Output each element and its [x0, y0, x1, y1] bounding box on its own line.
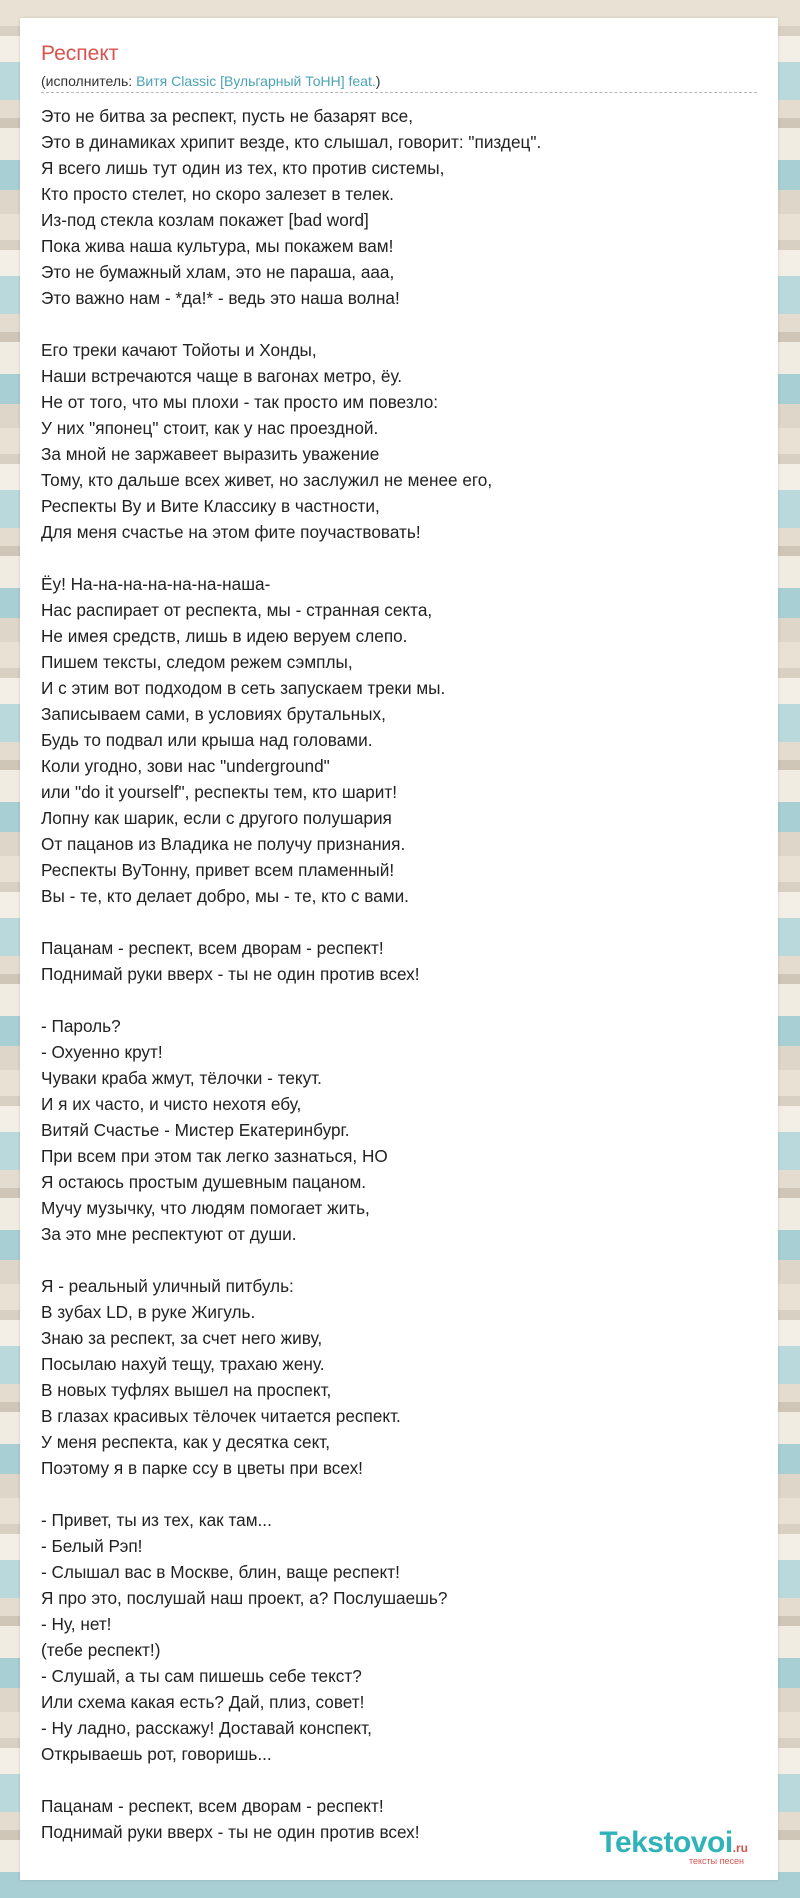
lyrics-stanza — [41, 935, 761, 987]
lyric-line: Коли угодно, зови нас "underground" — [41, 756, 330, 776]
lyric-line: Это не бумажный хлам, это не параша, ааа, — [41, 262, 395, 282]
logo-main: Tekstovoi — [599, 1826, 733, 1859]
lyric-line: Пацанам - респект, всем дворам - респект! — [41, 1796, 384, 1816]
lyric-line: Или схема какая есть? Дай, плиз, совет! — [41, 1692, 365, 1712]
lyric-line: Лопну как шарик, если с другого полушария — [41, 808, 392, 828]
lyrics-stanza — [41, 1273, 761, 1481]
lyric-line: Я про это, послушай наш проект, а? Послушаешь? — [41, 1588, 448, 1608]
lyric-line: (тебе респект!) — [41, 1640, 161, 1660]
lyric-line: Наши встречаются чаще в вагонах метро, ёу. — [41, 366, 403, 386]
lyric-line: Записываем сами, в условиях брутальных, — [41, 704, 386, 724]
logo-domain: .ru — [732, 1841, 748, 1855]
lyric-line: При всем при этом так легко зазнаться, НО — [41, 1146, 388, 1166]
lyric-line: Это не битва за респект, пусть не базарят все, — [41, 106, 413, 126]
logo-tagline: тексты песен — [688, 1856, 744, 1866]
artist-prefix: (исполнитель: — [41, 73, 137, 89]
lyric-line: Витяй Счастье - Мистер Екатеринбург. — [41, 1120, 350, 1140]
lyric-line: Поднимай руки вверх - ты не один против всех! — [41, 1822, 420, 1842]
lyric-line: - Ну ладно, расскажу! Доставай конспект, — [41, 1718, 372, 1738]
lyric-line: Пацанам - респект, всем дворам - респект! — [41, 938, 384, 958]
lyric-line: - Охуенно крут! — [41, 1042, 163, 1062]
lyrics-stanza — [41, 337, 761, 545]
lyric-line: Я остаюсь простым душевным пацаном. — [41, 1172, 367, 1192]
lyric-line: Поэтому я в парке ссу в цветы при всех! — [41, 1458, 363, 1478]
lyric-line: У меня респекта, как у десятка сект, — [41, 1432, 331, 1452]
lyric-line: Пока жива наша культура, мы покажем вам! — [41, 236, 394, 256]
lyric-line: - Привет, ты из тех, как там... — [41, 1510, 272, 1530]
lyric-line: Ёу! На-на-на-на-на-на-наша- — [41, 574, 271, 594]
lyric-line: От пацанов из Владика не получу признания. — [41, 834, 406, 854]
lyrics-stanza — [41, 1013, 761, 1247]
lyric-line: За мной не заржавеет выразить уважение — [41, 444, 380, 464]
lyric-line: Я - реальный уличный питбуль: — [41, 1276, 294, 1296]
lyric-line: Знаю за респект, за счет него живу, — [41, 1328, 323, 1348]
lyric-line: Открываешь рот, говоришь... — [41, 1744, 272, 1764]
lyric-line: или "do it yourself", респекты тем, кто шарит! — [41, 782, 397, 802]
site-logo[interactable] — [599, 1826, 748, 1866]
lyric-line: Это в динамиках хрипит везде, кто слышал, говорит: "пиздец". — [41, 132, 542, 152]
lyrics-stanza — [41, 1507, 761, 1767]
lyrics-card — [20, 18, 778, 1880]
lyric-line: - Слышал вас в Москве, блин, ваще респект! — [41, 1562, 400, 1582]
lyric-line: Респекты Ву и Вите Классику в частности, — [41, 496, 380, 516]
lyric-line: Респекты ВуТонну, привет всем пламенный! — [41, 860, 395, 880]
lyric-line: Его треки качают Тойоты и Хонды, — [41, 340, 317, 360]
lyric-line: За это мне респектуют от души. — [41, 1224, 297, 1244]
lyric-line: - Ну, нет! — [41, 1614, 112, 1634]
lyric-line: Из-под стекла козлам покажет [bad word] — [41, 210, 369, 230]
lyric-line: Будь то подвал или крыша над головами. — [41, 730, 373, 750]
lyric-line: В новых туфлях вышел на проспект, — [41, 1380, 332, 1400]
lyric-line: Кто просто стелет, но скоро залезет в телек. — [41, 184, 394, 204]
lyric-line: Пишем тексты, следом режем сэмплы, — [41, 652, 353, 672]
lyrics-stanza — [41, 571, 761, 909]
artist-line — [41, 73, 757, 93]
lyric-line: - Слушай, а ты сам пишешь себе текст? — [41, 1666, 362, 1686]
lyric-line: - Пароль? — [41, 1016, 121, 1036]
song-title: Респект — [41, 42, 119, 65]
lyric-line: - Белый Рэп! — [41, 1536, 143, 1556]
lyric-line: Не от того, что мы плохи - так просто им повезло: — [41, 392, 439, 412]
lyric-line: Мучу музычку, что людям помогает жить, — [41, 1198, 370, 1218]
lyric-line: Чуваки краба жмут, тёлочки - текут. — [41, 1068, 322, 1088]
lyric-line: В зубах LD, в руке Жигуль. — [41, 1302, 256, 1322]
artist-link[interactable]: Витя Classic [Вульгарный ТоНН] feat. — [136, 73, 376, 89]
lyric-line: И я их часто, и чисто нехотя ебу, — [41, 1094, 302, 1114]
lyric-line: Это важно нам - *да!* - ведь это наша волна! — [41, 288, 400, 308]
lyric-line: Вы - те, кто делает добро, мы - те, кто с вами. — [41, 886, 409, 906]
lyrics-text — [41, 103, 761, 1845]
lyric-line: Не имея средств, лишь в идею веруем слепо. — [41, 626, 408, 646]
lyric-line: В глазах красивых тёлочек читается респект. — [41, 1406, 401, 1426]
lyric-line: Тому, кто дальше всех живет, но заслужил не менее его, — [41, 470, 493, 490]
lyric-line: У них "японец" стоит, как у нас проездной. — [41, 418, 379, 438]
lyric-line: Посылаю нахуй тещу, трахаю жену. — [41, 1354, 325, 1374]
lyric-line: Поднимай руки вверх - ты не один против всех! — [41, 964, 420, 984]
lyric-line: Для меня счастье на этом фите поучаствовать! — [41, 522, 421, 542]
artist-suffix: ) — [375, 73, 381, 89]
lyric-line: И с этим вот подходом в сеть запускаем треки мы. — [41, 678, 446, 698]
lyric-line: Я всего лишь тут один из тех, кто против системы, — [41, 158, 445, 178]
lyric-line: Нас распирает от респекта, мы - странная секта, — [41, 600, 433, 620]
lyrics-stanza — [41, 103, 761, 311]
